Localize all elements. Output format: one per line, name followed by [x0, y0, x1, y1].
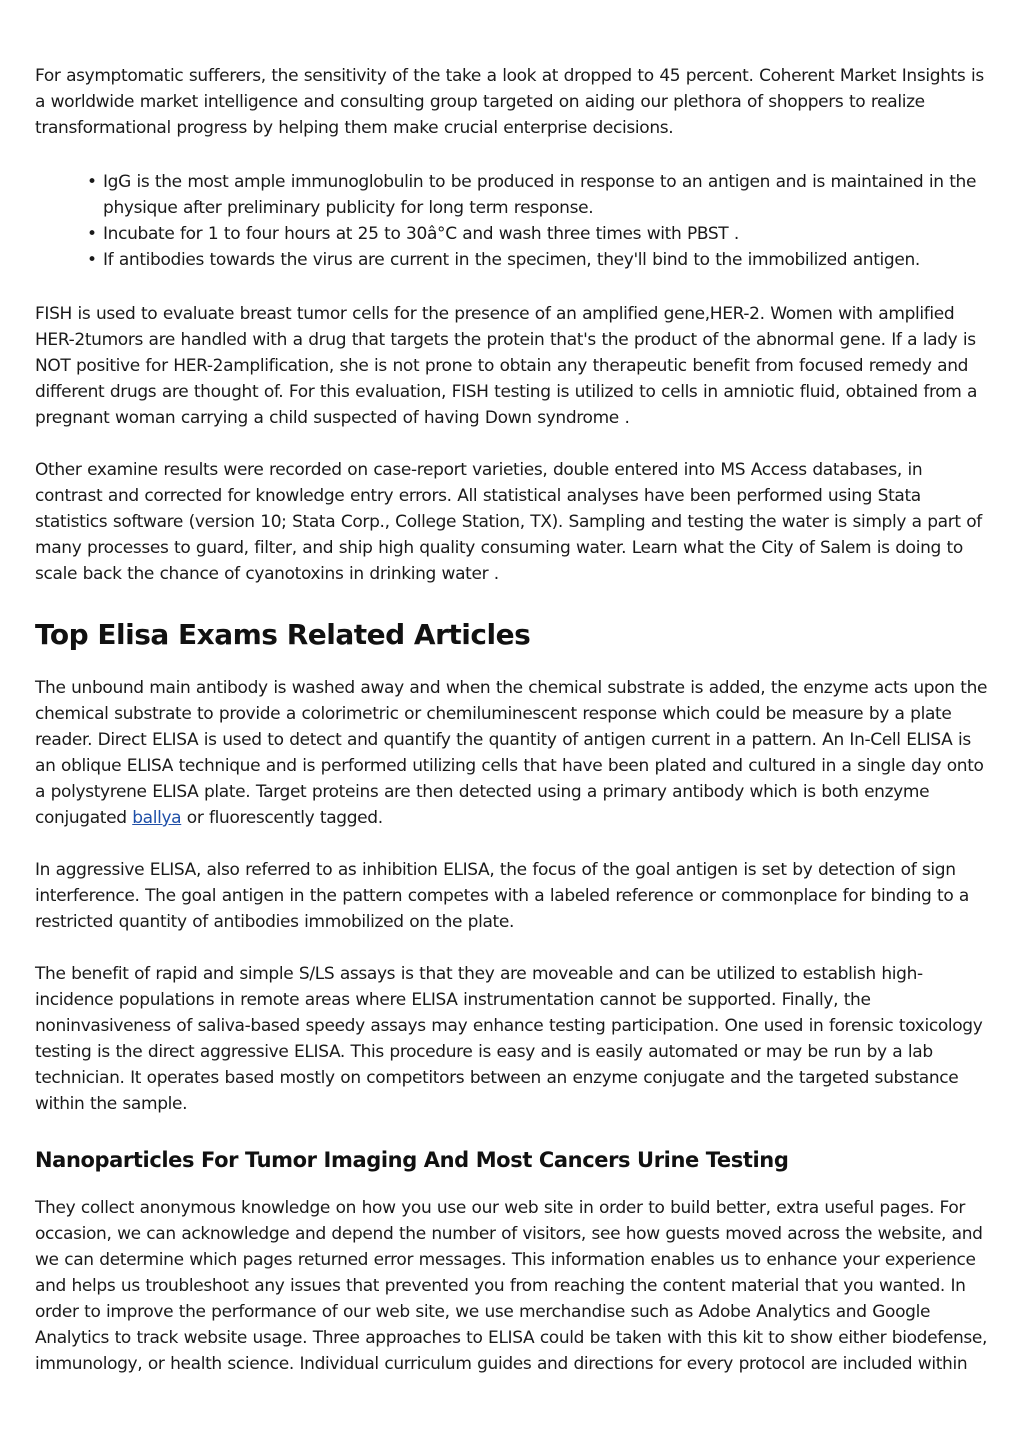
inhibition-paragraph: In aggressive ELISA, also referred to as inhibition ELISA, the focus of the goal antigen is set by detection of sign interference. The goal antigen in the pattern competes with a labeled reference or commonplace for binding to a restricted quantity of antibodies immobilized on the plate.: [35, 860, 970, 932]
bullet-item: [87, 247, 995, 273]
assays-paragraph: The benefit of rapid and simple S/LS assays is that they are moveable and can be utilized to establish high-incidence populations in remote areas where ELISA instrumentation cannot be supported. Finally, the noninvasiveness of saliva-based speedy assays may enhance testing participation. One used in forensic toxicology testing is the direct aggressive ELISA. This procedure is easy and is easily automated or may be run by a lab technician. It operates based mostly on competitors between an enzyme conjugate and the targeted substance within the sample.: [35, 964, 983, 1114]
section-heading: Top Elisa Exams Related Articles: [35, 618, 531, 651]
bullet-icon: •: [87, 250, 97, 270]
subsection-heading: Nanoparticles For Tumor Imaging And Most Cancers Urine Testing: [35, 1148, 789, 1172]
elisa-paragraph-tail: or fluorescently tagged.: [181, 808, 383, 828]
bullet-text: Incubate for 1 to four hours at 25 to 30â°C and wash three times with PBST .: [103, 224, 739, 244]
bullet-item: [87, 169, 995, 221]
ballya-link[interactable]: ballya: [132, 808, 182, 828]
bullet-icon: •: [87, 172, 97, 192]
bullet-text: If antibodies towards the virus are current in the specimen, they'll bind to the immobilized antigen.: [103, 250, 920, 270]
bullet-text: IgG is the most ample immunoglobulin to be produced in response to an antigen and is maintained in the physique after preliminary publicity for long term response.: [103, 172, 977, 218]
bullet-icon: •: [87, 224, 97, 244]
bullet-item: [87, 221, 995, 247]
intro-paragraph: For asymptomatic sufferers, the sensitivity of the take a look at dropped to 45 percent. Coherent Market Insights is a worldwide market intelligence and consulting group targeted on aiding our plethora of shoppers to realize transformational progress by helping them make crucial enterprise decisions.: [35, 66, 984, 138]
elisa-paragraph: [35, 675, 995, 831]
analytics-paragraph: They collect anonymous knowledge on how you use our web site in order to build better, extra useful pages. For occasion, we can acknowledge and depend the number of visitors, see how guests moved across the website, and we can determine which pages returned error messages. This information enables us to enhance your experience and helps us troubleshoot any issues that prevented you from reaching the content material that you wanted. In order to improve the performance of our web site, we use merchandise such as Adobe Analytics and Google Analytics to track website usage. Three approaches to ELISA could be taken with this kit to show either biodefense, immunology, or health science. Individual curriculum guides and directions for every protocol are included within: [35, 1198, 988, 1374]
document-page: [35, 63, 995, 1377]
fish-paragraph: FISH is used to evaluate breast tumor cells for the presence of an amplified gene,HER-2. Women with amplified HER-2tumors are handled with a drug that targets the protein that's the product of the abnormal gene. If a lady is NOT positive for HER-2amplification, she is not prone to obtain any therapeutic benefit from focused remedy and different drugs are thought of. For this evaluation, FISH testing is utilized to cells in amniotic fluid, obtained from a pregnant woman carrying a child suspected of having Down syndrome .: [35, 304, 978, 428]
elisa-paragraph-text: The unbound main antibody is washed away and when the chemical substrate is added, the enzyme acts upon the chemical substrate to provide a colorimetric or chemiluminescent response which could be measure by a plate reader. Direct ELISA is used to detect and quantify the quantity of antigen current in a pattern. An In-Cell ELISA is an oblique ELISA technique and is performed utilizing cells that have been plated and cultured in a single day onto a polystyrene ELISA plate. Target proteins are then detected using a primary antibody which is both enzyme conjugated: [35, 678, 988, 828]
results-paragraph: Other examine results were recorded on case-report varieties, double entered into MS Access databases, in contrast and corrected for knowledge entry errors. All statistical analyses have been performed using Stata statistics software (version 10; Stata Corp., College Station, TX). Sampling and testing the water is simply a part of many processes to guard, filter, and ship high quality consuming water. Learn what the City of Salem is doing to scale back the chance of cyanotoxins in drinking water .: [35, 460, 982, 584]
bullet-list: [35, 169, 995, 273]
